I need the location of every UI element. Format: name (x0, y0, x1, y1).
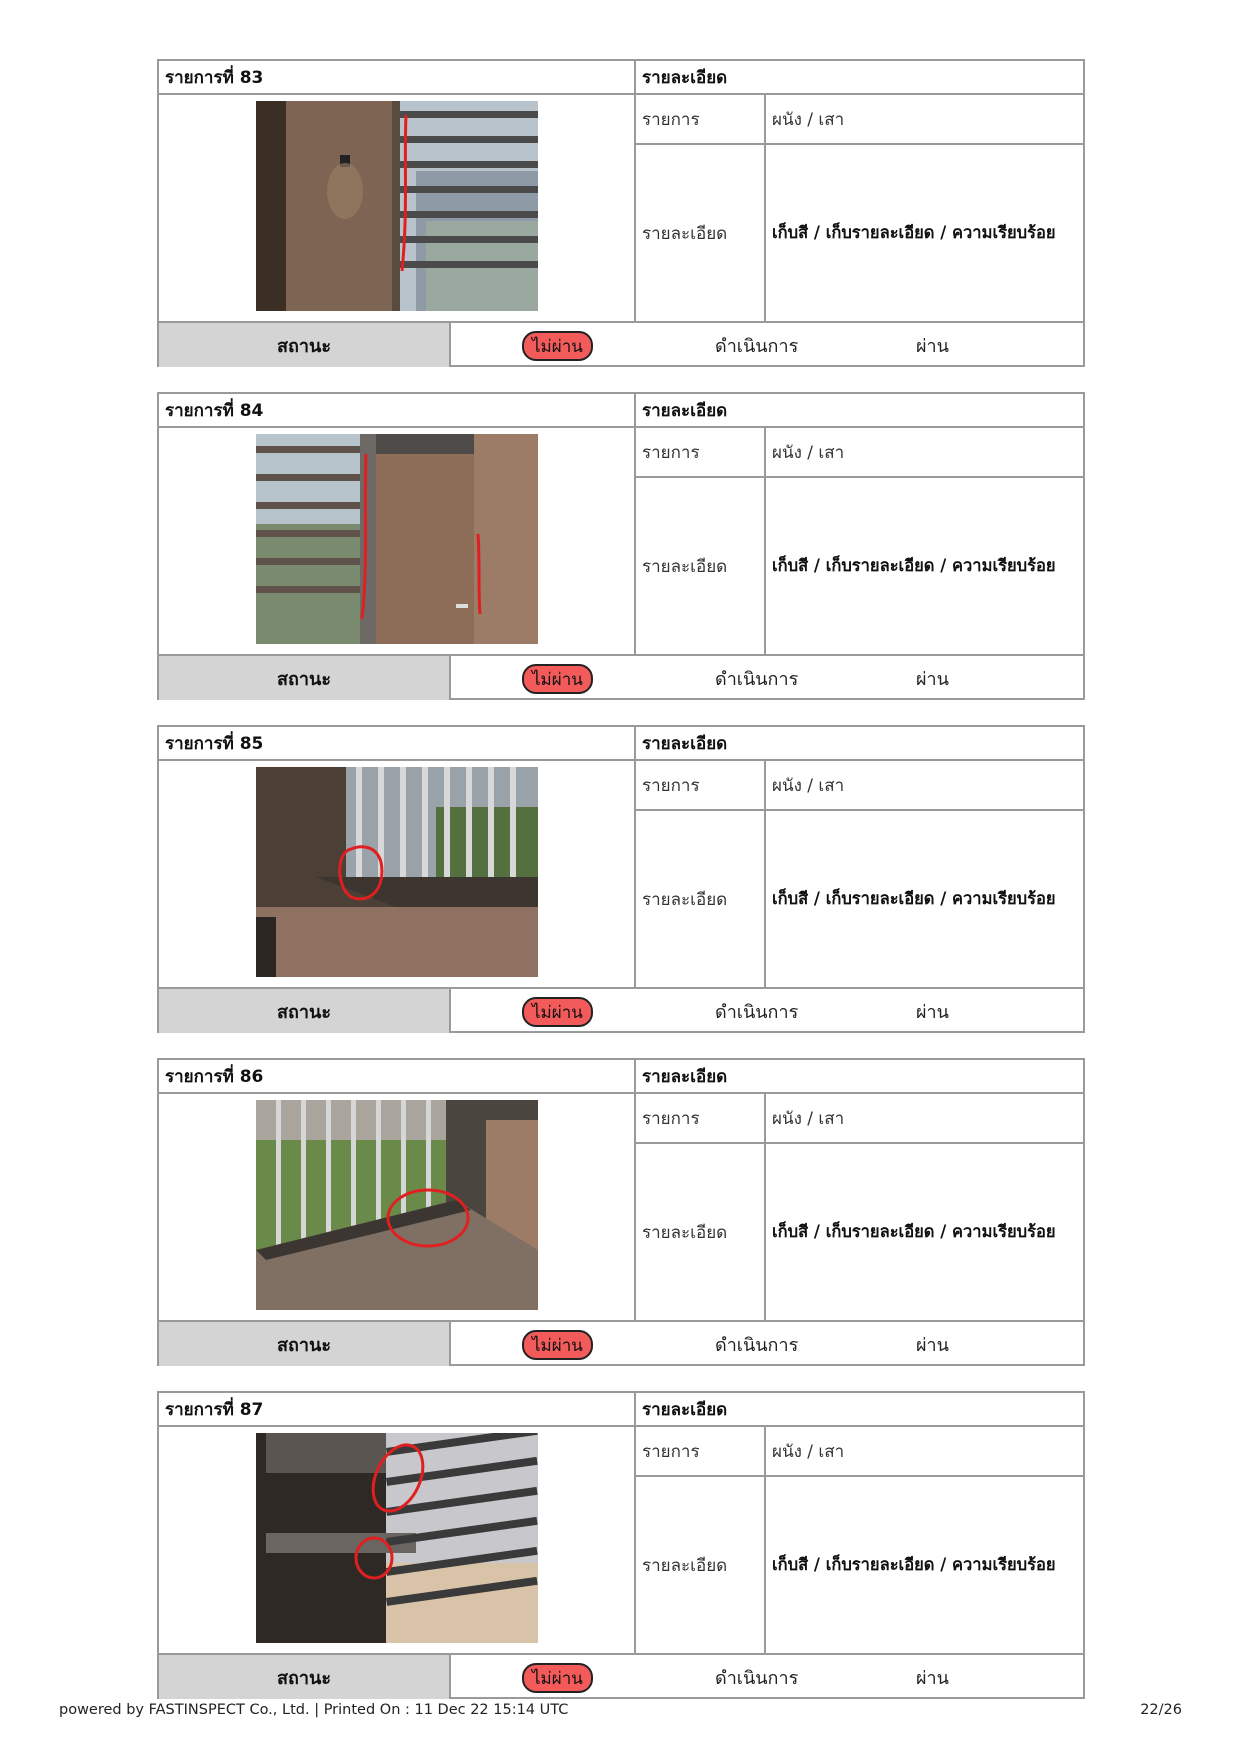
status-row (159, 654, 1083, 700)
status-option-in-progress[interactable]: ดำเนินการ (715, 1334, 799, 1356)
detail-label: รายละเอียด (636, 478, 766, 654)
inspection-photo[interactable] (256, 101, 538, 311)
photo-cell (159, 1427, 636, 1653)
status-row (159, 1653, 1083, 1699)
item-value: ผนัง / เสา (766, 761, 1083, 811)
status-row (159, 987, 1083, 1033)
detail-value: เก็บสี / เก็บรายละเอียด / ความเรียบร้อย (772, 556, 1056, 575)
inspection-photo[interactable] (256, 1433, 538, 1643)
photo-cell (159, 1094, 636, 1320)
page-number: 22/26 (1140, 1702, 1182, 1718)
item-label: รายการ (636, 761, 766, 811)
inspection-card-83 (157, 59, 1085, 367)
status-option-fail[interactable]: ไม่ผ่าน (522, 1330, 593, 1360)
status-option-pass[interactable]: ผ่าน (916, 1001, 949, 1023)
status-label: สถานะ (159, 1322, 451, 1366)
status-option-fail[interactable]: ไม่ผ่าน (522, 1663, 593, 1693)
inspection-card-85 (157, 725, 1085, 1033)
status-option-pass[interactable]: ผ่าน (916, 668, 949, 690)
status-row (159, 1320, 1083, 1366)
status-option-pass[interactable]: ผ่าน (916, 1667, 949, 1689)
detail-label: รายละเอียด (636, 145, 766, 321)
detail-header: รายละเอียด (636, 1393, 1083, 1427)
status-label: สถานะ (159, 323, 451, 367)
inspection-photo[interactable] (256, 767, 538, 977)
footer-powered-by: powered by FASTINSPECT Co., Ltd. | Printed On : 11 Dec 22 15:14 UTC (59, 1702, 569, 1718)
photo-cell (159, 428, 636, 654)
detail-value: เก็บสี / เก็บรายละเอียด / ความเรียบร้อย (772, 223, 1056, 242)
status-option-fail[interactable]: ไม่ผ่าน (522, 331, 593, 361)
status-option-fail[interactable]: ไม่ผ่าน (522, 664, 593, 694)
detail-value: เก็บสี / เก็บรายละเอียด / ความเรียบร้อย (772, 889, 1056, 908)
detail-label: รายละเอียด (636, 1144, 766, 1320)
item-value: ผนัง / เสา (766, 95, 1083, 145)
inspection-card-86 (157, 1058, 1085, 1366)
status-label: สถานะ (159, 656, 451, 700)
inspection-card-87 (157, 1391, 1085, 1699)
status-option-pass[interactable]: ผ่าน (916, 1334, 949, 1356)
status-option-pass[interactable]: ผ่าน (916, 335, 949, 357)
item-title: รายการที่ 84 (159, 394, 636, 428)
photo-cell (159, 95, 636, 321)
item-label: รายการ (636, 1427, 766, 1477)
item-title: รายการที่ 85 (159, 727, 636, 761)
detail-label: รายละเอียด (636, 1477, 766, 1653)
item-label: รายการ (636, 1094, 766, 1144)
inspection-photo[interactable] (256, 434, 538, 644)
item-label: รายการ (636, 428, 766, 478)
status-option-in-progress[interactable]: ดำเนินการ (715, 335, 799, 357)
detail-header: รายละเอียด (636, 1060, 1083, 1094)
detail-header: รายละเอียด (636, 394, 1083, 428)
item-value: ผนัง / เสา (766, 428, 1083, 478)
item-title: รายการที่ 83 (159, 61, 636, 95)
detail-header: รายละเอียด (636, 61, 1083, 95)
status-row (159, 321, 1083, 367)
status-option-in-progress[interactable]: ดำเนินการ (715, 668, 799, 690)
status-option-in-progress[interactable]: ดำเนินการ (715, 1001, 799, 1023)
status-label: สถานะ (159, 1655, 451, 1699)
photo-cell (159, 761, 636, 987)
status-label: สถานะ (159, 989, 451, 1033)
item-label: รายการ (636, 95, 766, 145)
status-option-fail[interactable]: ไม่ผ่าน (522, 997, 593, 1027)
item-title: รายการที่ 87 (159, 1393, 636, 1427)
item-value: ผนัง / เสา (766, 1427, 1083, 1477)
item-value: ผนัง / เสา (766, 1094, 1083, 1144)
detail-value: เก็บสี / เก็บรายละเอียด / ความเรียบร้อย (772, 1222, 1056, 1241)
inspection-card-84 (157, 392, 1085, 700)
detail-header: รายละเอียด (636, 727, 1083, 761)
detail-label: รายละเอียด (636, 811, 766, 987)
status-option-in-progress[interactable]: ดำเนินการ (715, 1667, 799, 1689)
inspection-photo[interactable] (256, 1100, 538, 1310)
item-title: รายการที่ 86 (159, 1060, 636, 1094)
detail-value: เก็บสี / เก็บรายละเอียด / ความเรียบร้อย (772, 1555, 1056, 1574)
